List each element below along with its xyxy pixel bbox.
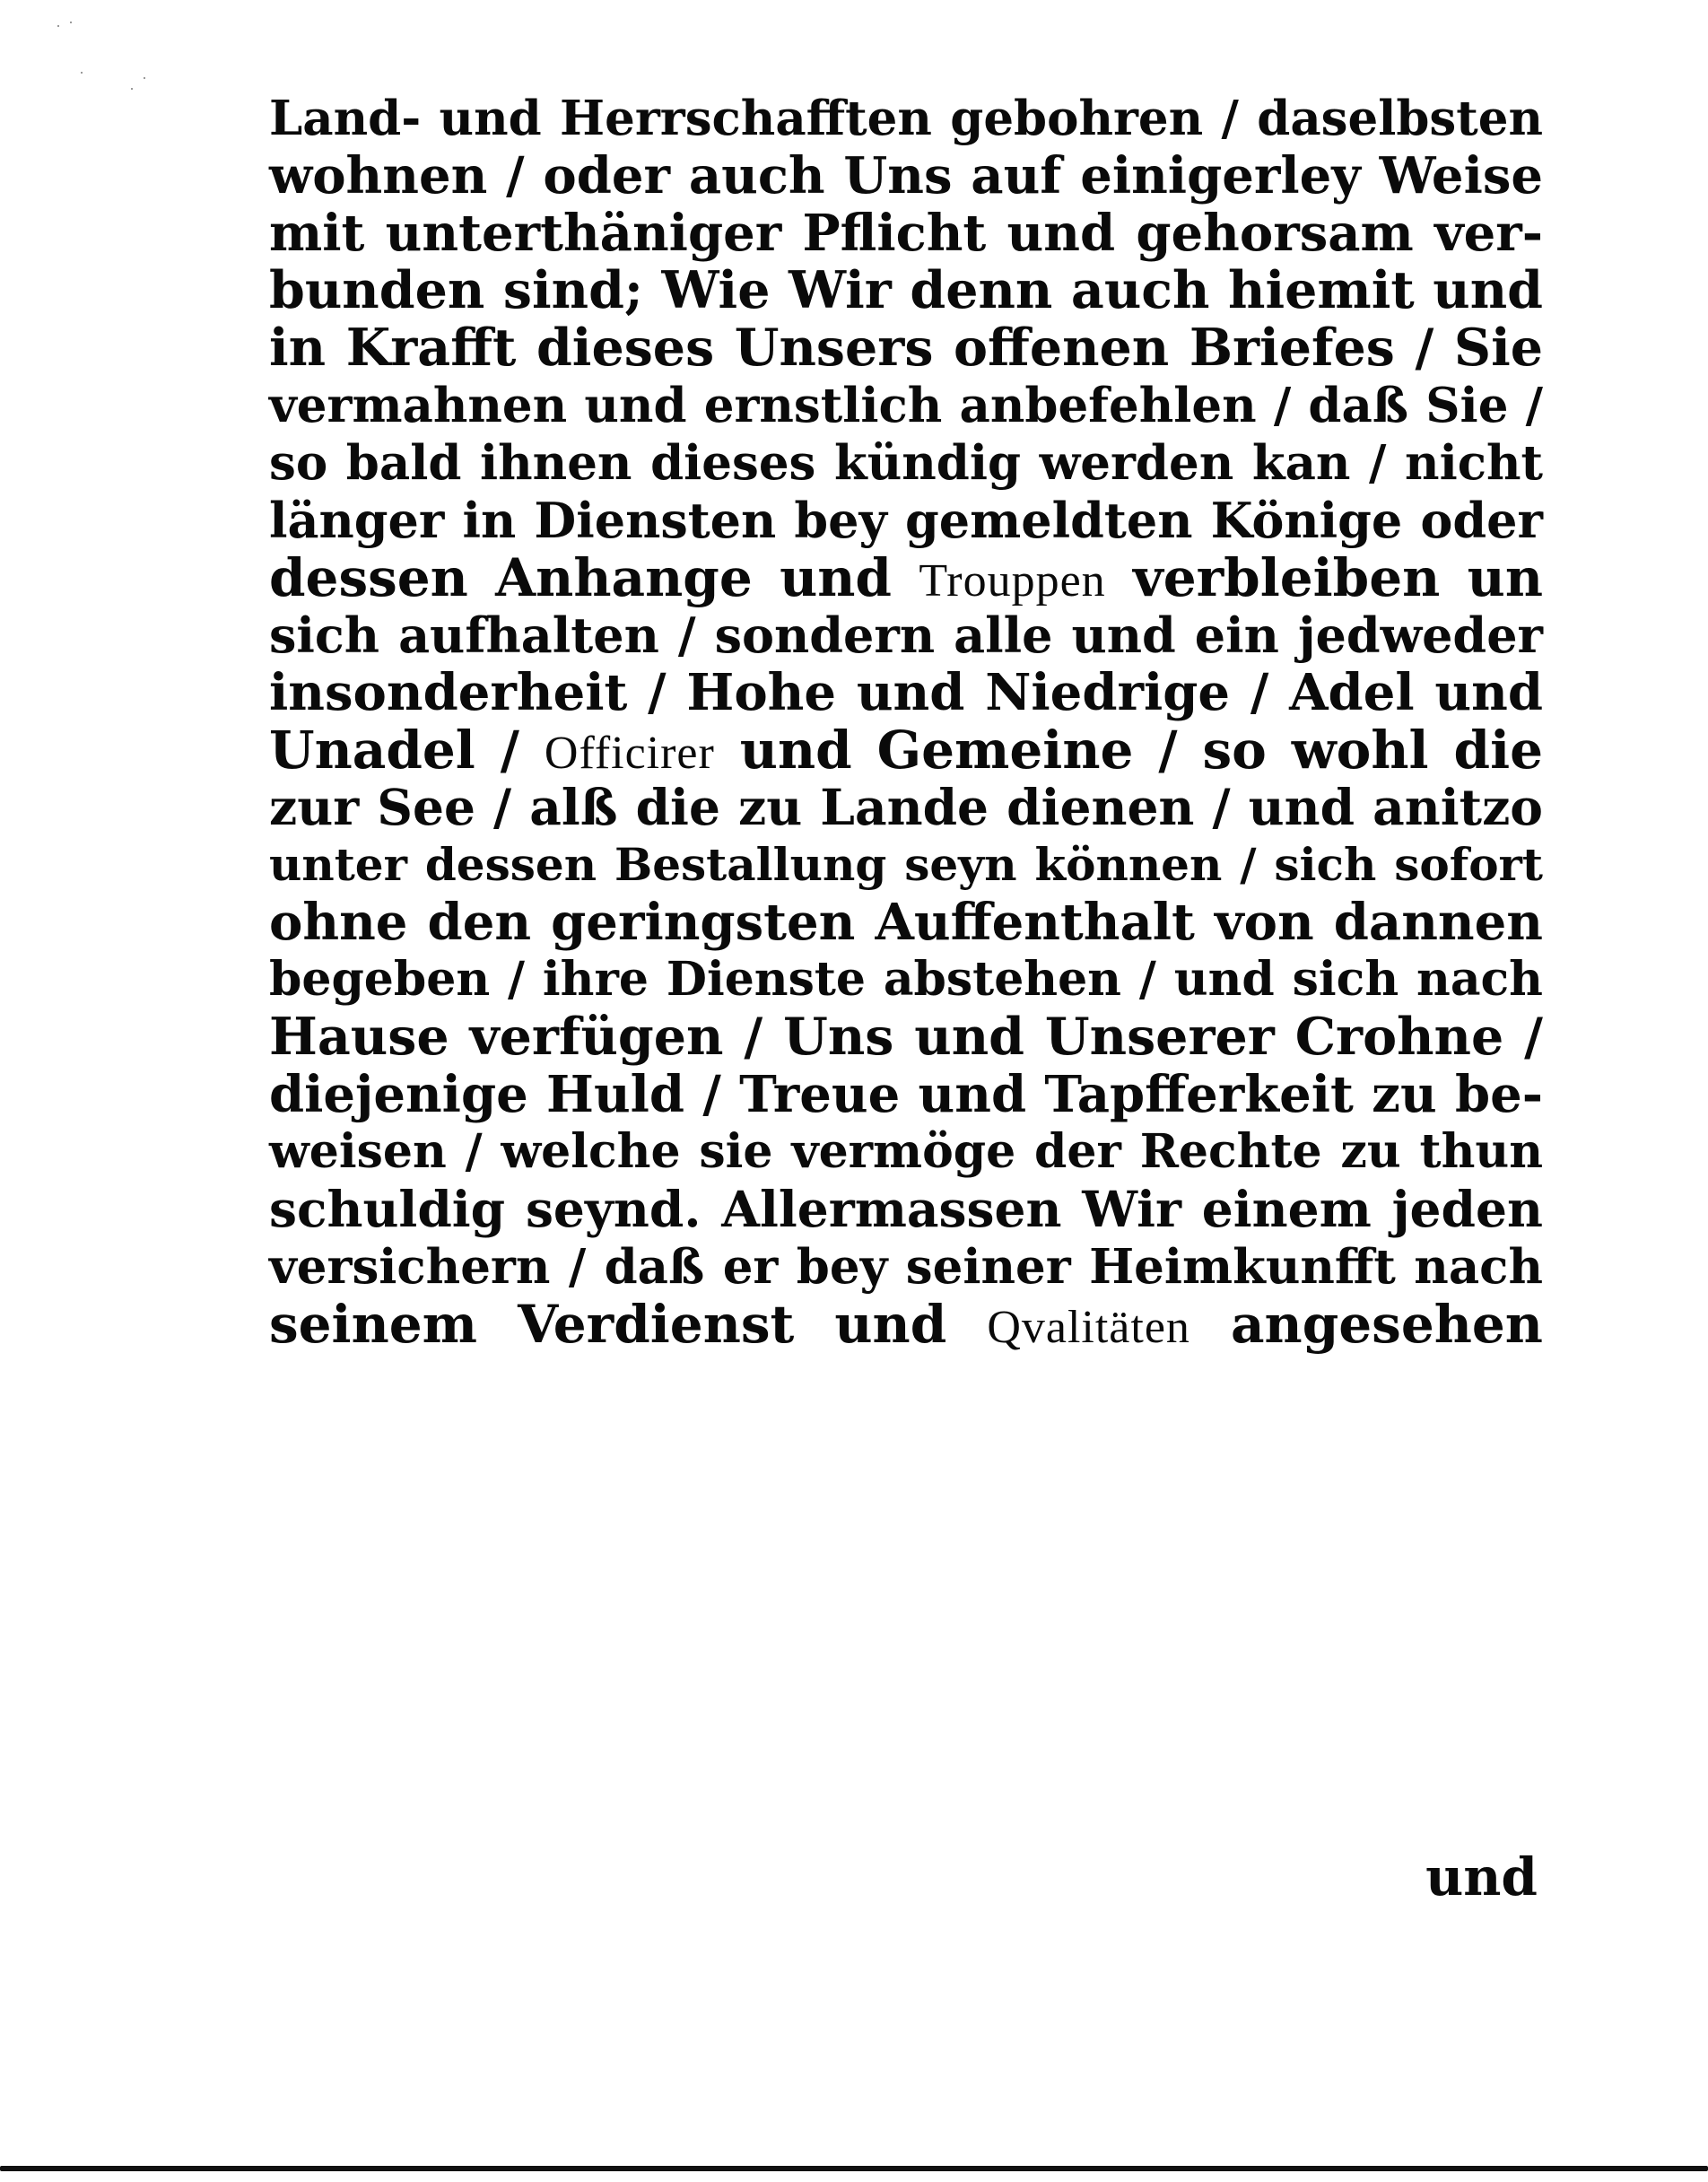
- text-line: länger in Diensten bey gemeldten Könige oder: [269, 492, 1543, 549]
- text-line: sich aufhalten / sondern alle und ein jedweder: [269, 607, 1543, 664]
- text-line: diejenige Huld / Treue und Tapfferkeit zu be-: [269, 1065, 1543, 1124]
- roman-word: Officirer: [544, 728, 715, 779]
- catchword: und: [1425, 1846, 1538, 1907]
- text-line: bunden sind; Wie Wir denn auch hiemit und: [269, 260, 1543, 320]
- text-line: unter dessen Bestallung seyn können / sich sofort: [269, 838, 1543, 891]
- text-line: so bald ihnen dieses kündig werden kan / nicht: [269, 435, 1543, 491]
- roman-word: Qvalitäten: [987, 1302, 1190, 1353]
- text-line: insonderheit / Hohe und Niedrige / Adel und: [269, 663, 1543, 722]
- roman-word: Trouppen: [919, 555, 1106, 607]
- text-line: zur See / alß die zu Lande dienen / und anitzo: [269, 778, 1543, 836]
- text-line: Hause verfügen / Uns und Unserer Crohne /: [269, 1007, 1543, 1067]
- text-line: mit unterthäniger Pflicht und gehorsam ver-: [269, 204, 1543, 263]
- paper-specks: [54, 18, 161, 99]
- bottom-edge-rule: [0, 2166, 1708, 2171]
- text-line: dessen Anhange und Trouppen verbleiben un: [269, 547, 1543, 608]
- text-line: begeben / ihre Dienste abstehen / und sich nach: [269, 952, 1543, 1007]
- text-line: weisen / welche sie vermöge der Rechte zu thun: [269, 1124, 1543, 1179]
- text-line: in Krafft dieses Unsers offenen Briefes / Sie: [269, 318, 1543, 378]
- body-text: [269, 90, 1543, 1353]
- text-line: Unadel / Officirer und Gemeine / so wohl die: [269, 720, 1543, 781]
- text-line: Land- und Herrschafften gebohren / daselbsten: [269, 91, 1543, 146]
- text-line: ohne den geringsten Auffenthalt von dannen: [269, 893, 1543, 952]
- text-line: vermahnen und ernstlich anbefehlen / daß Sie /: [269, 378, 1543, 433]
- text-line: schuldig seynd. Allermassen Wir einem jeden: [269, 1180, 1543, 1238]
- text-line: versichern / daß er bey seiner Heimkunfft nach: [269, 1239, 1543, 1295]
- text-line: seinem Verdienst und Qvalitäten angesehen: [269, 1294, 1543, 1355]
- text-line: wohnen / oder auch Uns auf einigerley Weise: [269, 146, 1543, 205]
